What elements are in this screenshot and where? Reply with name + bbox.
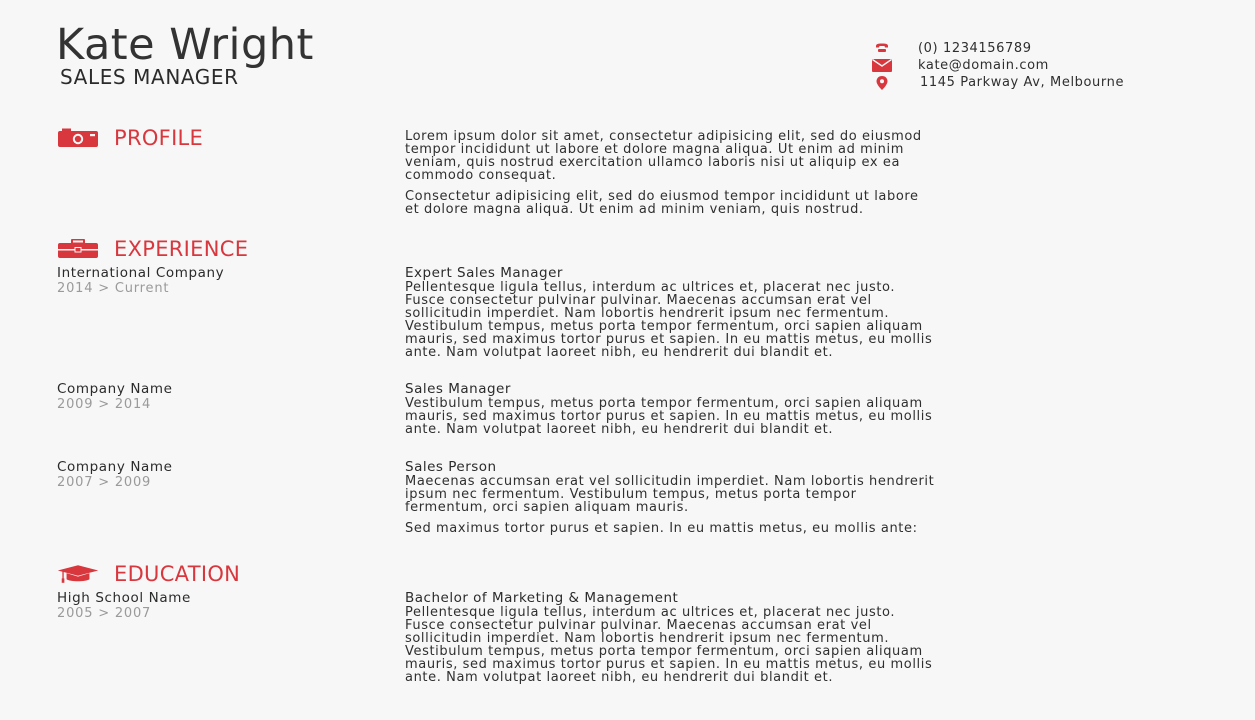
candidate-name: Kate Wright — [56, 20, 314, 70]
education-details — [405, 590, 1205, 684]
camera-icon — [56, 128, 100, 148]
contact-info — [868, 40, 1124, 91]
job-meta — [57, 382, 173, 412]
job-details — [405, 265, 1205, 359]
job-role: Expert Sales Manager — [405, 265, 563, 281]
experience-heading — [56, 237, 248, 261]
job-meta — [57, 460, 173, 490]
postal-address: 1145 Parkway Av, Melbourne — [920, 74, 1125, 90]
contact-phone — [868, 40, 1124, 57]
phone-number: (0) 1234156789 — [918, 40, 1032, 56]
job-description: Vestibulum tempus, metus porta tempor fermentum, orci sapien aliquam mauris, sed maximus tortor purus et sapien. In eu mattis metus, eu mollis ante. Nam volutpat laoreet nibh, eu hendrerit dui blandit et. — [405, 396, 933, 437]
company-name: Company Name — [57, 381, 173, 397]
job-dates: 2014 > Current — [57, 281, 170, 296]
profile-heading — [56, 126, 203, 150]
job-role: Sales Person — [405, 459, 497, 475]
education-dates: 2005 > 2007 — [57, 606, 152, 621]
job-role: Sales Manager — [405, 381, 511, 397]
job-dates: 2007 > 2009 — [57, 475, 152, 490]
job-description: Maecenas accumsan erat vel sollicitudin imperdiet. Nam lobortis hendrerit ipsum nec fermentum. Vestibulum tempus, metus porta tempor fermentum, orci sapien aliquam mauris. — [405, 474, 935, 515]
section-title-experience: EXPERIENCE — [114, 237, 249, 261]
education-heading — [56, 562, 240, 586]
job-details — [405, 459, 1205, 535]
briefcase-icon — [56, 239, 100, 259]
profile-content — [405, 130, 1205, 216]
envelope-icon — [868, 59, 896, 73]
job-details — [405, 381, 1205, 436]
education-meta — [57, 591, 191, 621]
section-title-education: EDUCATION — [114, 562, 241, 586]
map-pin-icon — [868, 76, 896, 90]
job-title: SALES MANAGER — [60, 65, 239, 89]
company-name: Company Name — [57, 459, 173, 475]
contact-email — [868, 57, 1124, 74]
education-description: Pellentesque ligula tellus, interdum ac ultrices et, placerat nec justo. Fusce consectetur pulvinar pulvinar. Maecenas accumsan erat vel sollicitudin imperdiet. Nam lobortis hendrerit ipsum nec fermentum. Vestibulum tempus, metus porta tempor fermentum, orci sapien aliquam mauris, sed maximus tortor purus et sapien. In eu mattis metus, eu mollis ante. Nam volutpat laoreet nibh, eu hendrerit dui blandit et. — [405, 605, 933, 685]
job-description: Pellentesque ligula tellus, interdum ac ultrices et, placerat nec justo. Fusce consectetur pulvinar pulvinar. Maecenas accumsan erat vel sollicitudin imperdiet. Nam lobortis hendrerit ipsum nec fermentum. Vestibulum tempus, metus porta tempor fermentum, orci sapien aliquam mauris, sed maximus tortor purus et sapien. In eu mattis metus, eu mollis ante. Nam volutpat laoreet nibh, eu hendrerit dui blandit et. — [405, 280, 933, 360]
profile-paragraph: Lorem ipsum dolor sit amet, consectetur adipisicing elit, sed do eiusmod tempor incididunt ut labore et dolore magna aliqua. Ut enim ad minim veniam, quis nostrud exercitation ullamco laboris nisi ut aliquip ex ea commodo consequat. — [405, 129, 922, 183]
school-name: High School Name — [57, 590, 191, 606]
degree-name: Bachelor of Marketing & Management — [405, 590, 679, 606]
profile-paragraph: Consectetur adipisicing elit, sed do eiusmod tempor incididunt ut labore et dolore magna aliqua. Ut enim ad minim veniam, quis nostrud. — [405, 189, 919, 217]
contact-address — [868, 74, 1124, 91]
job-meta — [57, 266, 224, 296]
phone-icon — [868, 42, 896, 56]
graduation-cap-icon — [56, 564, 100, 584]
job-dates: 2009 > 2014 — [57, 397, 152, 412]
job-description: Sed maximus tortor purus et sapien. In eu mattis metus, eu mollis ante: — [405, 521, 918, 536]
company-name: International Company — [57, 265, 225, 281]
email-address: kate@domain.com — [918, 57, 1049, 73]
section-title-profile: PROFILE — [114, 126, 204, 150]
